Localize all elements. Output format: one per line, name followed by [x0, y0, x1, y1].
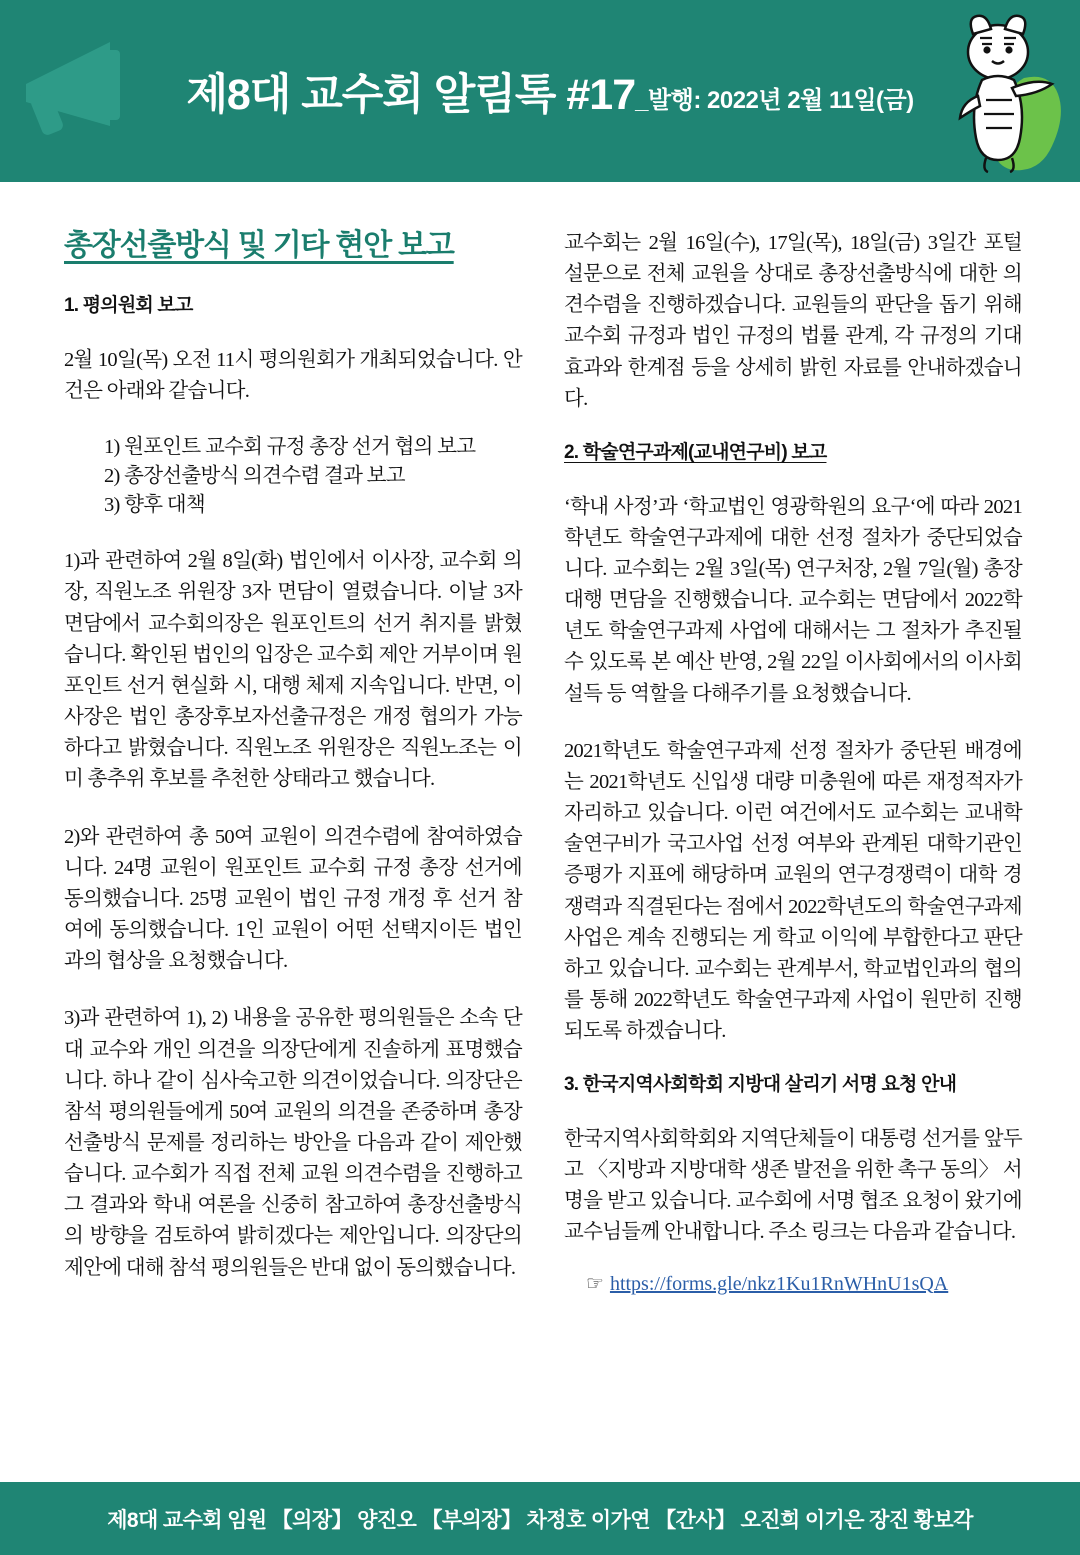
paragraph-right-2: ‘학내 사정’과 ‘학교법인 영광학원의 요구‘에 따라 2021학년도 학술연구과제에 대한 선정 절차가 중단되었습니다. 교수회는 2월 3일(목) 연구처장, 2월 7일(월) 총장대행 면담을 진행했습니다. 교수회는 면담에서 2022학년도 학술연구과제 사업에 대해서는 그 절차가 추진될 수 있도록 본 예산 반영, 2월 22일 이사회에서의 이사회 설득 등 역할을 다해주기를 요청했습니다. — [564, 495, 1022, 705]
page-title: 총장선출방식 및 기타 현안 보고 — [64, 229, 454, 262]
list-item: 1) 원포인트 교수회 규정 총장 선거 협의 보고 — [104, 436, 476, 458]
document-body — [0, 182, 1080, 1482]
header-title-group — [0, 0, 1080, 182]
paragraph-left-3: 2)와 관련하여 총 50여 교원이 의견수렴에 참여하였습니다. 24명 교원이 원포인트 교수회 규정 총장 선거에 동의했습니다. 25명 교원이 법인 규정 개정 후 선거 참여에 동의했습니다. 1인 교원이 어떤 선택지이든 법인과의 협상을 요청했습니다. — [64, 825, 522, 973]
tiger-mascot-icon — [920, 8, 1070, 176]
section-heading-3: 3. 한국지역사회학회 지방대 살리기 서명 요청 안내 — [564, 1074, 957, 1096]
section-heading-1: 1. 평의원회 보고 — [64, 295, 193, 316]
paragraph-left-2: 1)과 관련하여 2월 8일(화) 법인에서 이사장, 교수회 의장, 직원노조 위원장 3자 면담이 열렸습니다. 이날 3자 면담에서 교수회의장은 원포인트의 선거 취지를 밝혔습니다. 확인된 법인의 입장은 교수회 제안 거부이며 원포인트 선거 현실화 시, 대행 체제 지속입니다. 반면, 이사장은 법인 총장후보자선출규정은 개정 협의가 가능하다고 밝혔습니다. 직원노조 위원장은 직원노조는 이미 총추위 후보를 추천한 상태라고 했습니다. — [64, 550, 522, 791]
paragraph-left-1: 2월 10일(목) 오전 11시 평의원회가 개최되었습니다. 안건은 아래와 같습니다. — [64, 348, 522, 402]
pointing-hand-icon: ☞ — [586, 1272, 604, 1295]
paragraph-left-4: 3)과 관련하여 1), 2) 내용을 공유한 평의원들은 소속 단대 교수와 개인 의견을 의장단에게 진솔하게 표명했습니다. 하나 같이 심사숙고한 의견이었습니다. 의장단은 참석 평의원들에게 50여 교원의 의견을 존중하며 총장선출방식 문제를 정리하는 방안을 다음과 같이 제안했습니다. 교수회가 직접 전체 교원 의견수렴을 진행하고 그 결과와 학내 여론을 신중히 참고하여 총장선출방식의 방향을 검토하여 밝히겠다는 제안입니다. 의장단의 제안에 대해 참석 평의원들은 반대 없이 동의했습니다. — [64, 1007, 522, 1279]
header-banner — [0, 0, 1080, 182]
two-column-layout — [64, 228, 1022, 1310]
list-item: 2) 총장선출방식 의견수렴 결과 보고 — [104, 465, 405, 488]
list-item: 3) 향후 대책 — [104, 494, 205, 517]
left-column — [64, 228, 522, 1310]
paragraph-right-1: 교수회는 2월 16일(수), 17일(목), 18일(금) 3일간 포털 설문으로 전체 교원을 상대로 총장선출방식에 대한 의견수렴을 진행하겠습니다. 교원들의 판단을 돕기 위해 교수회 규정과 법인 규정의 법률 관계, 각 규정의 기대효과와 한계점 등을 상세히 밝힌 자료를 안내하겠습니다. — [564, 232, 1022, 410]
header-title: 제8대 교수회 알림톡 #17 — [186, 70, 636, 119]
right-column — [564, 228, 1022, 1310]
footer-bar — [0, 1482, 1080, 1555]
signature-link-row — [564, 1271, 1022, 1296]
agenda-list — [64, 433, 522, 520]
section-heading-2: 2. 학술연구과제(교내연구비) 보고 — [564, 441, 827, 463]
paragraph-right-4: 한국지역사회학회와 지역단체들이 대통령 선거를 앞두고 〈지방과 지방대학 생존 발전을 위한 촉구 동의〉 서명을 받고 있습니다. 교수회에 서명 협조 요청이 왔기에 교수님들께 안내합니다. 주소 링크는 다음과 같습니다. — [564, 1127, 1022, 1244]
paragraph-right-3: 2021학년도 학술연구과제 선정 절차가 중단된 배경에는 2021학년도 신입생 대량 미충원에 따른 재정적자가 자리하고 있습니다. 이런 여건에서도 교수회는 교내학술연구비가 국고사업 선정 여부와 관계된 대학기관인증평가 지표에 해당하며 교원의 연구경쟁력이 대학 경쟁력과 직결된다는 점에서 2022학년도의 학술연구과제 사업은 계속 진행되는 게 학교 이익에 부합한다고 판단하고 있습니다. 교수회는 관계부서, 학교법인과의 협의를 통해 2022학년도 학술연구과제 사업이 원만히 진행되도록 하겠습니다. — [564, 739, 1022, 1043]
footer-officers-text: 제8대 교수회 임원 【의장】 양진오 【부의장】 차정호 이가연 【간사】 오진희 이기은 장진 황보각 — [107, 1508, 973, 1532]
header-date: _발행: 2022년 2월 11일(금) — [635, 86, 914, 114]
google-form-link[interactable]: https://forms.gle/nkz1Ku1RnWHnU1sQA — [609, 1272, 949, 1295]
